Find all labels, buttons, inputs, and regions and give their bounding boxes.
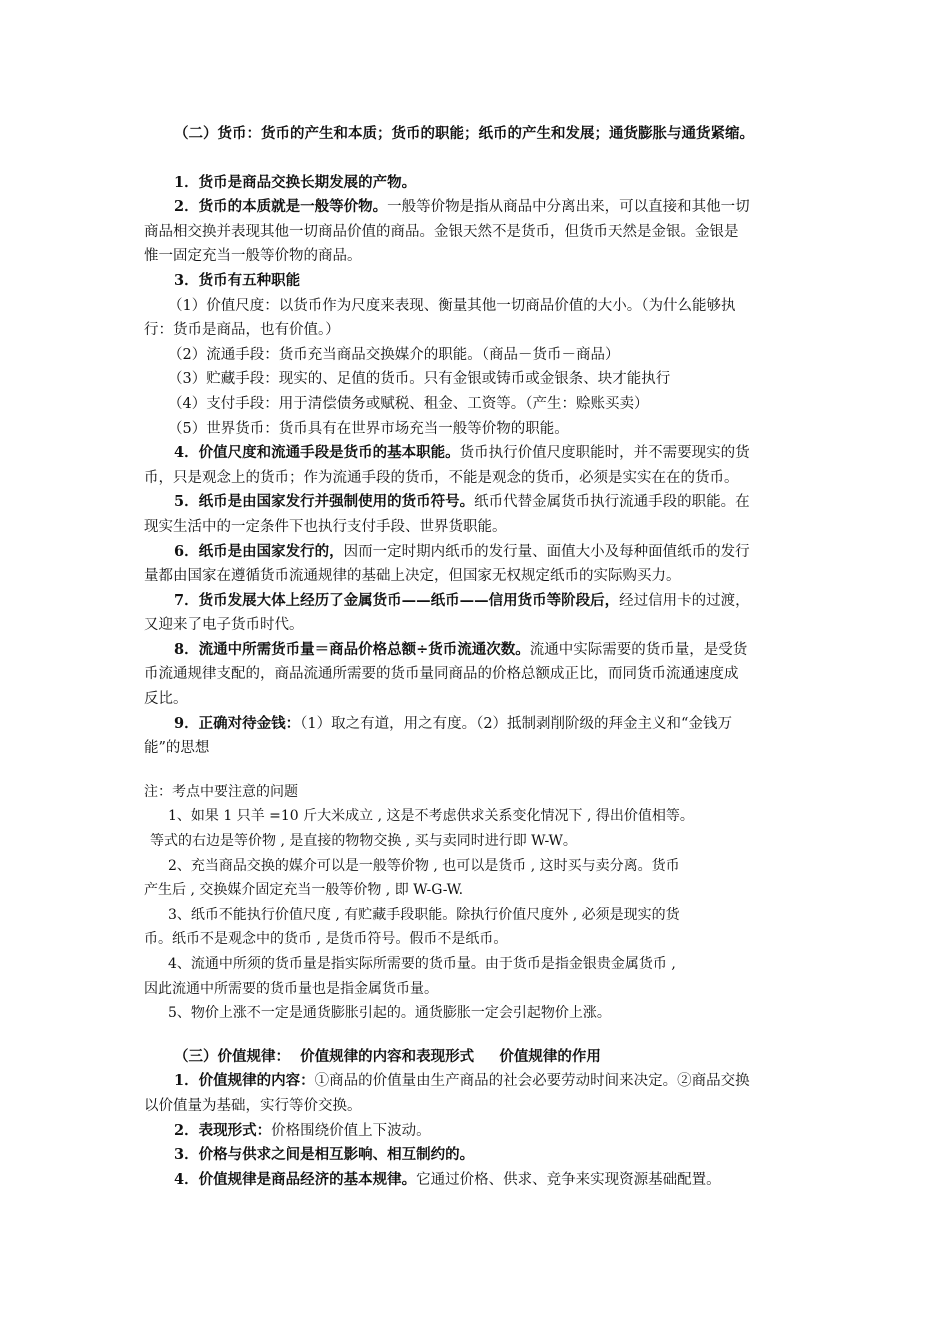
paragraph-8-line-2: 币流通规律支配的，商品流通所需要的货币量同商品的价格总额成正比，而同货币流通速度成	[144, 666, 739, 683]
note-1: 1、如果 1 只羊 =10 斤大米成立 , 这是不考虑供求关系变化情况下 , 得出价值相等。	[168, 808, 694, 825]
function-1: （1）价值尺度：以货币作为尺度来表现、衡量其他一切商品价值的大小。（为什么能够执	[168, 297, 736, 314]
paragraph-5-text: 纸币代替金属货币执行流通手段的职能。在	[474, 494, 750, 511]
paragraph-7-text: 经过信用卡的过渡，	[619, 592, 750, 609]
paragraph-4-lead: 4．价值尺度和流通手段是货币的基本职能。	[174, 444, 460, 462]
paragraph-4-line-2: 币，只是观念上的货币；作为流通手段的货币，不能是观念的货币，必须是实实在在的货币。	[144, 469, 739, 486]
law-item-4-lead: 4．价值规律是商品经济的基本规律。	[174, 1170, 417, 1188]
paragraph-6-text: 因而一定时期内纸币的发行量、面值大小及每种面值纸币的发行	[343, 543, 750, 560]
paragraph-9	[144, 712, 810, 737]
paragraph-3: 3．货币有五种职能	[174, 271, 301, 289]
paragraph-7-line-2: 又迎来了电子货币时代。	[144, 617, 304, 634]
law-item-2-lead: 2．表现形式：	[174, 1121, 272, 1139]
paragraph-6	[144, 540, 810, 565]
function-5: （5）世界货币：货币具有在世界市场充当一般等价物的职能。	[168, 420, 569, 437]
paragraph-2-lead: 2．货币的本质就是一般等价物。	[174, 198, 388, 216]
paragraph-5	[144, 490, 810, 515]
paragraph-2-line-3: 惟一固定充当一般等价物的商品。	[144, 248, 362, 265]
paragraph-1: 1．货币是商品交换长期发展的产物。	[174, 173, 417, 191]
notes-heading: 注：考点中要注意的问题	[144, 783, 298, 800]
law-item-1	[144, 1069, 810, 1094]
paragraph-9-lead: 9．正确对待金钱：	[174, 714, 301, 732]
section-3-heading: （三）价值规律： 价值规律的内容和表现形式 价值规律的作用	[174, 1047, 601, 1065]
paragraph-4	[144, 441, 810, 466]
paragraph-5-line-2: 现实生活中的一定条件下也执行支付手段、世界货职能。	[144, 518, 507, 535]
paragraph-5-lead: 5．纸币是由国家发行并强制使用的货币符号。	[174, 493, 475, 511]
paragraph-2-text: 一般等价物是指从商品中分离出来，可以直接和其他一切	[387, 199, 750, 216]
paragraph-4-text: 货币执行价值尺度职能时，并不需要现实的货	[459, 445, 750, 462]
paragraph-2	[144, 195, 810, 220]
law-item-1-lead: 1．价值规律的内容：	[174, 1072, 315, 1090]
law-item-1-text: ①商品的价值量由生产商品的社会必要劳动时间来决定。②商品交换	[314, 1073, 750, 1090]
function-4: （4）支付手段：用于清偿债务或赋税、租金、工资等。（产生：赊账买卖）	[168, 395, 649, 412]
law-item-2-text: 价格围绕价值上下波动。	[271, 1122, 431, 1139]
function-2: （2）流通手段：货币充当商品交换媒介的职能。（商品－货币－商品）	[168, 346, 620, 363]
note-5: 5、物价上涨不一定是通货膨胀引起的。通货膨胀一定会引起物价上涨。	[168, 1005, 611, 1022]
note-3: 3、纸币不能执行价值尺度 , 有贮藏手段职能。除执行价值尺度外 , 必须是现实的货	[168, 906, 680, 923]
law-item-3: 3．价格与供求之间是相互影响、相互制约的。	[174, 1146, 475, 1164]
note-4: 4、流通中所须的货币量是指实际所需要的货币量。由于货币是指金银贵金属货币 ,	[168, 956, 676, 972]
law-item-2	[144, 1119, 810, 1144]
paragraph-2-line-2: 商品相交换并表现其他一切商品价值的商品。金银天然不是货币，但货币天然是金银。金银是	[144, 223, 739, 240]
paragraph-8-lead: 8．流通中所需货币量＝商品价格总额÷货币流通次数。	[174, 640, 530, 658]
paragraph-9-line-2: 能”的思想	[144, 740, 210, 757]
paragraph-6-lead: 6．纸币是由国家发行的，	[174, 542, 344, 560]
paragraph-8-line-3: 反比。	[144, 691, 188, 708]
paragraph-8	[144, 638, 810, 663]
function-3: （3）贮藏手段：现实的、足值的货币。只有金银或铸币或金银条、块才能执行	[168, 371, 671, 388]
function-1-line-2: 行：货币是商品，也有价值。）	[144, 322, 340, 339]
note-2-line-2: 产生后 , 交换媒介固定充当一般等价物 , 即 W-G-W.	[144, 882, 464, 899]
paragraph-8-text: 流通中实际需要的货币量，是受货	[529, 641, 748, 658]
paragraph-6-line-2: 量都由国家在遵循货币流通规律的基础上决定，但国家无权规定纸币的实际购买力。	[144, 568, 681, 585]
law-item-4-text: 它通过价格、供求、竞争来实现资源基础配置。	[416, 1171, 721, 1188]
law-item-1-line-2: 以价值量为基础，实行等价交换。	[144, 1097, 362, 1114]
document-page	[144, 122, 810, 1192]
law-item-4	[144, 1168, 810, 1193]
note-2: 2、充当商品交换的媒介可以是一般等价物 , 也可以是货币 , 这时买与卖分离。货币	[168, 857, 680, 874]
paragraph-9-text: （1）取之有道，用之有度。（2）抵制剥削阶级的拜金主义和“金钱万	[300, 715, 732, 732]
note-1-line-2: 等式的右边是等价物 , 是直接的物物交换 , 买与卖同时进行即 W-W。	[150, 833, 577, 850]
note-4-line-2: 因此流通中所需要的货币量也是指金属货币量。	[144, 980, 438, 997]
note-3-line-2: 币。纸币不是观念中的货币 , 是货币符号。假币不是纸币。	[144, 931, 508, 948]
paragraph-7-lead: 7．货币发展大体上经历了金属货币——纸币——信用货币等阶段后，	[174, 591, 620, 609]
section-2-heading: （二）货币：货币的产生和本质；货币的职能；纸币的产生和发展；通货膨胀与通货紧缩。	[174, 125, 754, 142]
paragraph-7	[144, 589, 810, 614]
